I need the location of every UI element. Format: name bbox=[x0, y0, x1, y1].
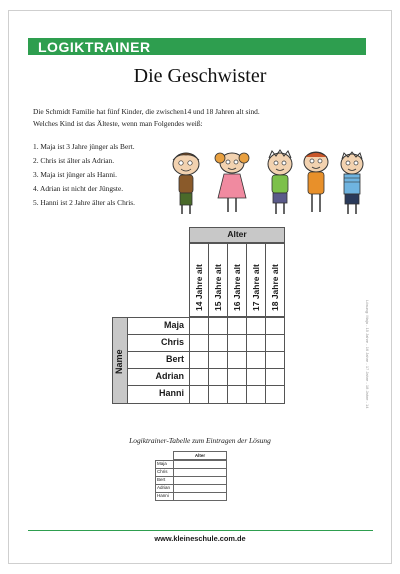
clue-3: 3. Maja ist jünger als Hanni. bbox=[33, 170, 117, 179]
answer-cell[interactable] bbox=[227, 334, 247, 352]
grid-column-group-label: Alter bbox=[227, 229, 247, 239]
answer-cell[interactable] bbox=[208, 317, 228, 335]
answer-cell[interactable] bbox=[265, 385, 285, 404]
answer-cell[interactable] bbox=[265, 317, 285, 335]
answer-cell[interactable] bbox=[265, 334, 285, 352]
clue-1: 1. Maja ist 3 Jahre jünger als Bert. bbox=[33, 142, 135, 151]
answer-cell[interactable] bbox=[265, 368, 285, 386]
answer-cell[interactable] bbox=[208, 351, 228, 369]
answer-cell[interactable] bbox=[189, 317, 209, 335]
answer-cell[interactable] bbox=[265, 351, 285, 369]
intro-line-1: Die Schmidt Familie hat fünf Kinder, die zwischen14 und 18 Jahren alt sind. bbox=[33, 107, 260, 116]
small-table-row-label: Bert bbox=[157, 477, 166, 482]
brand-title: LOGIKTRAINER bbox=[38, 39, 151, 55]
grid-row-group-label: Name bbox=[114, 349, 124, 374]
child-figure-1-icon bbox=[173, 153, 199, 214]
answer-cell[interactable] bbox=[246, 317, 266, 335]
column-label-18: 18 Jahre alt bbox=[270, 264, 280, 311]
answer-cell[interactable] bbox=[227, 317, 247, 335]
answer-cell[interactable] bbox=[189, 334, 209, 352]
answer-cell[interactable] bbox=[227, 385, 247, 404]
small-table-row-label: Chris bbox=[157, 469, 168, 474]
clue-5: 5. Hanni ist 2 Jahre älter als Chris. bbox=[33, 198, 136, 207]
answer-cell[interactable] bbox=[189, 351, 209, 369]
column-label-15: 15 Jahre alt bbox=[213, 264, 223, 311]
table-caption: Logiktrainer-Tabelle zum Eintragen der Lösung bbox=[129, 436, 271, 445]
answer-cell[interactable] bbox=[208, 385, 228, 404]
column-label-14: 14 Jahre alt bbox=[194, 264, 204, 311]
small-table-header: Alter bbox=[194, 453, 206, 458]
clue-4: 4. Adrian ist nicht der Jüngste. bbox=[33, 184, 124, 193]
small-table-row-label: Maja bbox=[157, 461, 167, 466]
row-label-bert: Bert bbox=[165, 354, 184, 364]
footer-url: www.kleineschule.com.de bbox=[154, 534, 246, 543]
column-label-17: 17 Jahre alt bbox=[251, 264, 261, 311]
child-figure-3-icon bbox=[268, 150, 292, 214]
row-label-chris: Chris bbox=[160, 337, 184, 347]
answer-cell[interactable] bbox=[189, 385, 209, 404]
row-label-adrian: Adrian bbox=[155, 371, 184, 381]
answer-cell[interactable] bbox=[227, 351, 247, 369]
answer-cell[interactable] bbox=[208, 368, 228, 386]
answer-cell[interactable] bbox=[189, 368, 209, 386]
answer-cell[interactable] bbox=[246, 334, 266, 352]
answer-cell[interactable] bbox=[246, 385, 266, 404]
small-table-answer-cell[interactable] bbox=[173, 492, 227, 501]
answer-cell[interactable] bbox=[246, 368, 266, 386]
child-figure-4-icon bbox=[304, 152, 328, 212]
footer-divider bbox=[28, 530, 373, 531]
intro-line-2: Welches Kind ist das Älteste, wenn man Folgendes weiß: bbox=[33, 119, 203, 128]
solution-note: Lösung: Maja - 15 Jahre - 16 Jahre - 17 Jahre - 18 Jahre - 14 bbox=[365, 300, 370, 409]
row-label-maja: Maja bbox=[163, 320, 184, 330]
column-label-16: 16 Jahre alt bbox=[232, 264, 242, 311]
row-label-hanni: Hanni bbox=[158, 388, 184, 398]
small-table-row-label: Hanni bbox=[157, 493, 169, 498]
page-title: Die Geschwister bbox=[133, 65, 267, 87]
child-figure-2-icon bbox=[215, 153, 249, 212]
child-figure-5-icon bbox=[341, 152, 363, 214]
small-table-row-label: Adrian bbox=[157, 485, 171, 490]
children-illustration bbox=[168, 148, 368, 220]
answer-cell[interactable] bbox=[208, 334, 228, 352]
clue-2: 2. Chris ist älter als Adrian. bbox=[33, 156, 115, 165]
answer-cell[interactable] bbox=[227, 368, 247, 386]
answer-cell[interactable] bbox=[246, 351, 266, 369]
